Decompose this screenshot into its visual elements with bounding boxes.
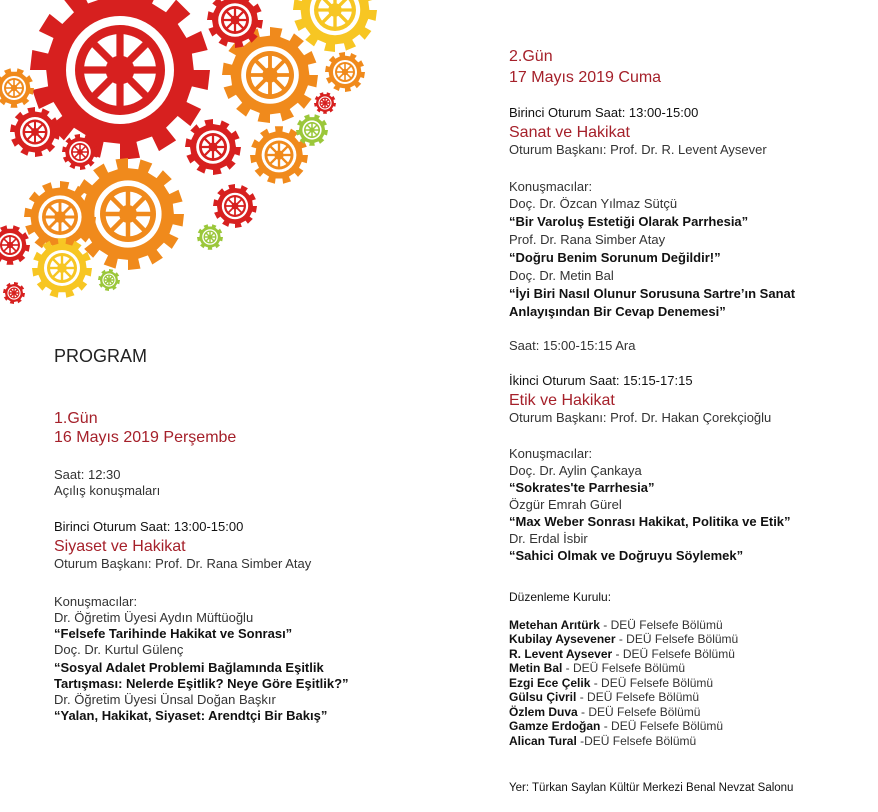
day1-session-title: Siyaset ve Hakikat [54,538,186,555]
committee-member-affiliation: - DEÜ Felsefe Bölümü [615,632,739,646]
opening-time: Saat: 12:30 [54,467,121,482]
venue: Yer: Türkan Saylan Kültür Merkezi Benal Nevzat Salonu [509,782,794,794]
committee-member [509,661,738,676]
gear-green-bottom [98,269,120,291]
day2-s2-speaker-3: Dr. Erdal İsbir [509,531,588,546]
day1-speaker-2: Doç. Dr. Kurtul Gülenç [54,642,184,657]
day2-s2-speaker-1: Doç. Dr. Aylin Çankaya [509,463,642,478]
committee-member-affiliation: - DEÜ Felsefe Bölümü [562,661,686,675]
day2-s1-talk-3-line1: “İyi Biri Nasıl Olunur Sorusuna Sartre’ın Sanat [509,286,796,301]
committee-member [509,632,738,647]
day2-session2 [509,373,771,426]
day2-s2-speaker-2: Özgür Emrah Gürel [509,497,622,512]
day1-talk-2-line1: “Sosyal Adalet Problemi Bağlamında Eşitlik [54,660,324,675]
opening-label: Açılış konuşmaları [54,483,161,498]
day1-label: 1.Gün [54,410,98,427]
committee-member-name: Özlem Duva [509,704,578,719]
day2-s2-speakers-label: Konuşmacılar: [509,446,593,461]
day2-section [509,47,661,87]
committee-member [509,719,738,734]
day1-date: 16 Mayıs 2019 Perşembe [54,429,237,446]
day1-session-chair: Oturum Başkanı: Prof. Dr. Rana Simber Atay [54,556,312,571]
day2-session1-speakers [509,179,795,320]
day2-s1-talk-2: “Doğru Benim Sorunum Değildir!” [509,250,721,265]
gear-red-bottom [3,282,25,304]
day2-s1-talk-1: “Bir Varoluş Estetiği Olarak Parrhesia” [509,214,749,229]
day2-label: 2.Gün [509,48,553,65]
day2-session2-chair: Oturum Başkanı: Prof. Dr. Hakan Çorekçioğlu [509,410,772,425]
day1-session-heading: Birinci Oturum Saat: 13:00-15:00 [54,519,244,534]
day1-talk-2-line2: Tartışması: Nelerde Eşitlik? Neye Göre Eşitlik?” [54,676,349,691]
committee-member-name: Ezgi Ece Çelik [509,675,591,690]
day2-session1 [509,105,767,158]
committee-list [509,618,738,749]
gear-green-small [197,224,223,250]
committee-member-name: Metin Bal [509,661,563,675]
committee-member-name: Kubilay Aysevener [509,632,616,646]
opening-block [54,467,160,499]
day2-date: 17 Mayıs 2019 Cuma [509,69,662,86]
gear-yellow-top [293,0,377,52]
committee-member-name: Gamze Erdoğan [509,719,601,733]
day2-s1-speaker-1: Doç. Dr. Özcan Yılmaz Sütçü [509,196,678,211]
day2-s1-talk-3-line2: Anlayışından Bir Cevap Denemesi” [509,304,726,319]
day2-s2-talk-1: “Sokrates'te Parrhesia” [509,480,655,495]
day2-s2-talk-2: “Max Weber Sonrası Hakikat, Politika ve Etik” [509,514,791,529]
gears-illustration [0,0,400,312]
committee-member-affiliation: - DEÜ Felsefe Bölümü [577,704,701,719]
day1-talk-1: “Felsefe Tarihinde Hakikat ve Sonrası” [54,626,293,641]
gear-red-right [185,119,241,175]
committee-member [509,618,738,633]
committee-member-affiliation: - DEÜ Felsefe Bölümü [599,617,723,632]
day1-section [54,409,236,447]
committee-member [509,690,738,705]
committee-member-affiliation: - DEÜ Felsefe Bölümü [590,675,714,690]
organizing-committee [509,590,738,748]
day2-session2-heading: İkinci Oturum Saat: 15:15-17:15 [509,373,693,388]
committee-member-name: Alican Tural [509,733,577,748]
gear-orange-left-edge [0,68,34,107]
committee-member-affiliation: - DEÜ Felsefe Bölümü [612,646,735,661]
committee-member-name: R. Levent Aysever [509,646,613,661]
committee-member [509,705,738,720]
gear-orange-small [325,52,365,92]
gear-red-left [10,107,60,157]
committee-member [509,676,738,691]
committee-member-affiliation: -DEÜ Felsefe Bölümü [576,733,697,748]
day1-speakers [54,594,349,724]
day2-s1-speakers-label: Konuşmacılar: [509,179,593,194]
committee-label: Düzenleme Kurulu: [509,590,612,604]
gear-orange-right [250,126,308,183]
day2-s2-talk-3: “Sahici Olmak ve Doğruyu Söylemek” [509,548,744,563]
day2-session1-chair: Oturum Başkanı: Prof. Dr. R. Levent Aysever [509,142,767,157]
day2-break: Saat: 15:00-15:15 Ara [509,338,636,353]
day1-speaker-1: Dr. Öğretim Üyesi Aydın Müftüoğlu [54,610,254,625]
day1-speaker-3: Dr. Öğretim Üyesi Ünsal Doğan Başkır [54,692,276,707]
day2-session2-speakers [509,446,791,564]
committee-member-affiliation: - DEÜ Felsefe Bölümü [576,690,700,704]
day1-talk-3: “Yalan, Hakikat, Siyaset: Arendtçi Bir Bakış” [54,708,328,723]
committee-member [509,647,738,662]
day1-speakers-label: Konuşmacılar: [54,594,138,609]
day2-session2-title: Etik ve Hakikat [509,392,615,409]
committee-member-affiliation: - DEÜ Felsefe Bölümü [600,719,724,733]
gear-green-right [296,114,328,146]
day2-s1-speaker-2: Prof. Dr. Rana Simber Atay [509,232,666,247]
day2-session1-heading: Birinci Oturum Saat: 13:00-15:00 [509,105,699,120]
gear-red-tiny [314,92,336,114]
day1-session [54,519,311,572]
gear-red-edge [0,225,30,264]
program-title: PROGRAM [54,346,148,366]
gear-red-small [213,184,257,228]
day2-session1-title: Sanat ve Hakikat [509,124,630,141]
committee-member [509,734,738,749]
committee-member-name: Metehan Arıtürk [509,617,600,632]
committee-member-name: Gülsu Çivril [509,690,577,704]
day2-s1-speaker-3: Doç. Dr. Metin Bal [509,268,614,283]
